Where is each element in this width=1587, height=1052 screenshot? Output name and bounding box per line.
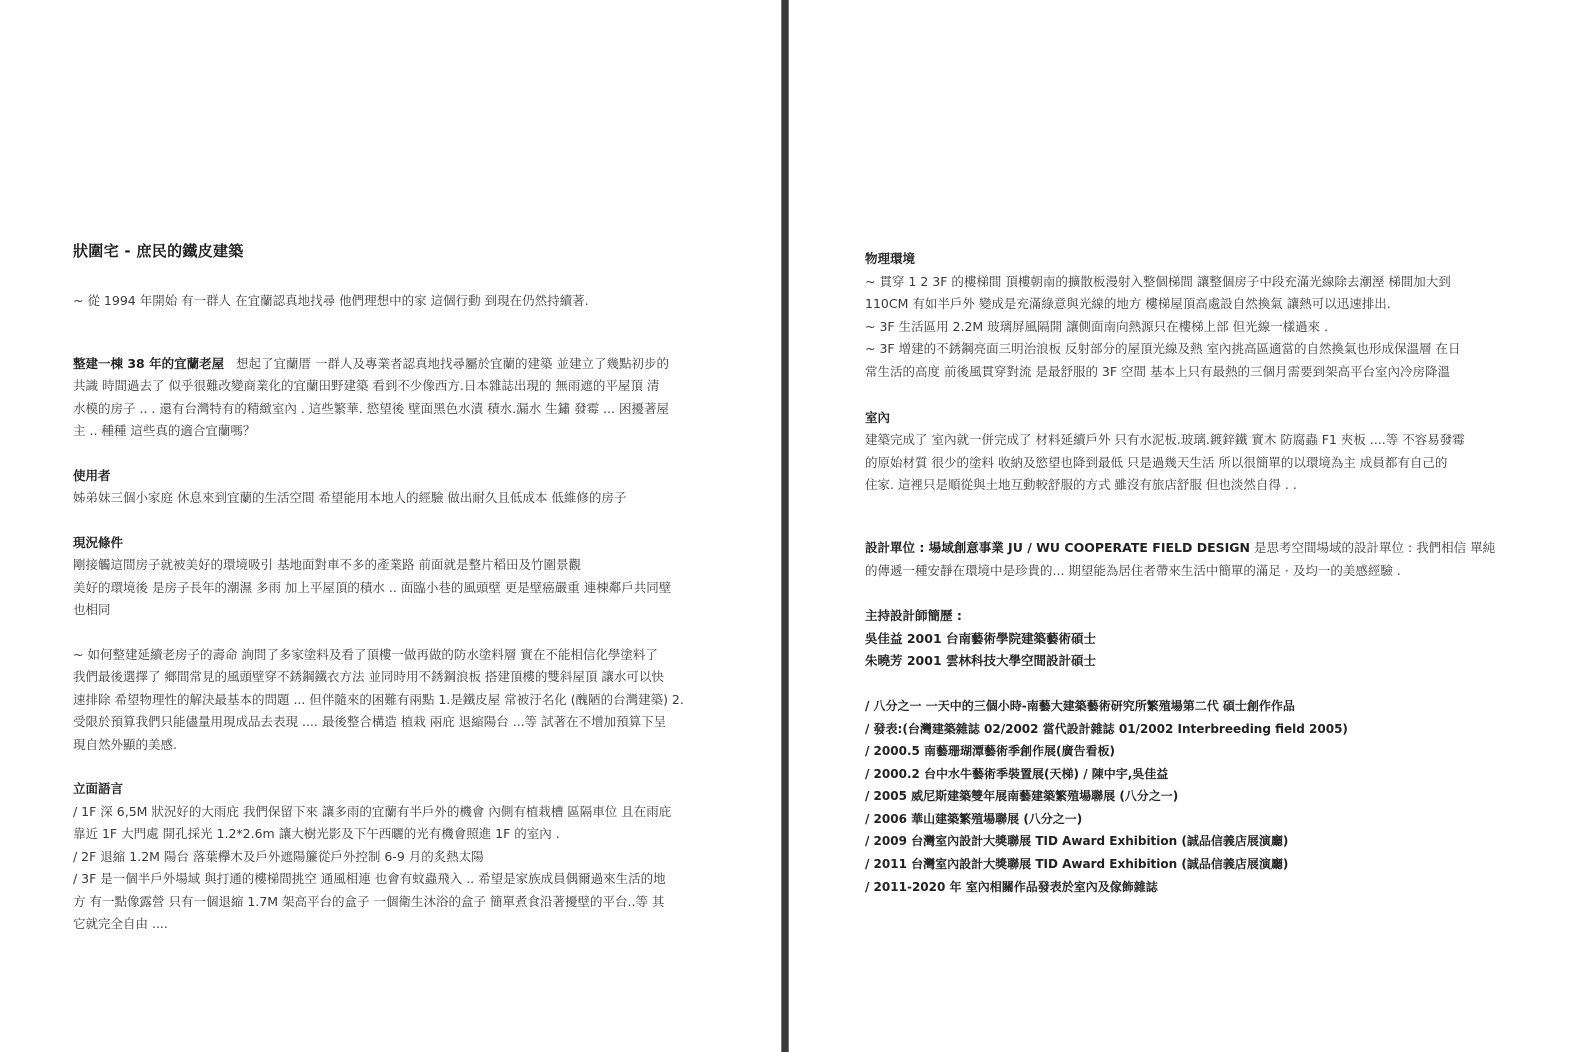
physical-line: 常生活的高度 前後風貫穿對流 是最舒服的 3F 空間 基本上只有最熱的三個月需要到架高平台室內冷房降溫 — [865, 363, 1451, 379]
facade-line: / 3F 是一個半戶外場域 與打通的樓梯間挑空 通風相連 也會有蚊蟲飛入 .. 希望是家族成員偶爾過來生活的地 — [73, 871, 666, 886]
physical-line: ~ 3F 增建的不銹鋼亮面三明治浪板 反射部分的屋頂光線及熱 室內挑高區適當的自然換氣也形成保溫層 在日 — [865, 341, 1461, 357]
facade-line: 它就完全自由 .... — [73, 916, 168, 931]
credit-item: / 2009 台灣室內設計大獎聯展 TID Award Exhibition (誠品信義店展演廳) — [865, 834, 1289, 849]
designer-line: 朱曉芳 2001 雲林科技大學空間設計碩士 — [865, 653, 1096, 669]
users-text: 姊弟妹三個小家庭 休息來到宜蘭的生活空間 希望能用本地人的經驗 做出耐久且低成本 低維修的房子 — [73, 490, 627, 505]
design-unit-line: 的傳遞一種安靜在環境中是珍貴的... 期望能為居住者帶來生活中簡單的滿足 · 及均一的美感經驗 . — [865, 562, 1401, 578]
approach-line: ~ 如何整建延續老房子的壽命 詢問了多家塗料及看了頂樓一做再做的防水塗料層 實在不能相信化學塗料了 — [73, 646, 658, 662]
credit-item: / 2011-2020 年 室內相關作品發表於室內及傢飾雜誌 — [865, 879, 1158, 894]
facade-section — [73, 778, 713, 936]
facade-line: / 1F 深 6,5M 狀況好的大雨庇 我們保留下來 讓多雨的宜蘭有半戶外的機會 內側有植栽槽 區隔車位 且在雨庇 — [73, 803, 672, 819]
interior-line: 建築完成了 室內就一併完成了 材料延續戶外 只有水泥板.玻璃.鍍鋅鐵 實木 防腐蟲 F1 夾板 ....等 不容易發霉 — [865, 432, 1465, 448]
users-heading: 使用者 — [73, 467, 111, 483]
renovation-paragraph — [73, 353, 713, 443]
facade-line: 方 有一點像露營 只有一個退縮 1.7M 架高平台的盒子 一個衛生沐浴的盒子 簡單煮食沿著擾壁的平台..等 其 — [73, 893, 665, 909]
designer-line: 吳佳益 2001 台南藝術學院建築藝術碩士 — [865, 630, 1096, 646]
renovation-line: 想起了宜蘭厝 一群人及專業者認真地找尋屬於宜蘭的建築 並建立了幾點初步的 — [236, 355, 669, 371]
left-column — [73, 240, 713, 936]
conditions-line: 也相同 — [73, 602, 111, 617]
design-unit-section — [865, 537, 1505, 582]
credit-item: / 2005 威尼斯建築雙年展南藝建築繁殖場聯展 (八分之一) — [865, 789, 1179, 804]
renovation-lead: 整建一棟 38 年的宜蘭老屋 — [73, 355, 225, 371]
users-section — [73, 465, 713, 510]
physical-heading: 物理環境 — [865, 251, 916, 266]
page-divider — [781, 0, 789, 1052]
interior-line: 的原始材質 很少的塗料 收納及慾望也降到最低 只是過幾天生活 所以很簡單的以環境為主 成員都有自己的 — [865, 454, 1448, 470]
design-unit-line: 是思考空間場域的設計單位 : 我們相信 單純 — [1253, 539, 1496, 555]
facade-line: 靠近 1F 大門處 開孔採光 1.2*2.6m 讓大樹光影及下午西曬的光有機會照進 1F 的室內 . — [73, 826, 560, 841]
intro-paragraph: ~ 從 1994 年開始 有一群人 在宜蘭認真地找尋 他們理想中的家 這個行動 到現在仍然持續著. — [73, 293, 589, 308]
physical-line: 110CM 有如半戶外 變成是充滿綠意與光線的地方 樓梯屋頂高處設自然換氣 讓熱可以迅速排出. — [865, 296, 1391, 312]
conditions-line: 美好的環境後 是房子長年的潮濕 多雨 加上平屋頂的積水 .. 面臨小巷的風頭壁 更是壁癌嚴重 連棟鄰戶共同壁 — [73, 579, 672, 595]
physical-line: ~ 貫穿 1 2 3F 的樓梯間 頂樓朝南的擴散板漫射入整個梯間 讓整個房子中段充滿光線除去潮溼 梯間加大到 — [865, 273, 1451, 289]
designers-section — [865, 605, 1505, 673]
conditions-line: 剛接觸這間房子就被美好的環境吸引 基地面對車不多的產業路 前面就是整片稻田及竹圍景觀 — [73, 557, 581, 572]
credit-item: / 2011 台灣室內設計大獎聯展 TID Award Exhibition (誠品信義店展演廳) — [865, 857, 1289, 872]
designers-heading: 主持設計師簡歷 : — [865, 608, 962, 624]
credit-item: / 發表:(台灣建築雜誌 02/2002 當代設計雜誌 01/2002 Interbreeding field 2005) — [865, 721, 1348, 736]
approach-line: 我們最後選擇了 鄉間常見的風頭壁穿不銹鋼鐵衣方法 並同時用不銹鋼浪板 搭建頂樓的雙斜屋頂 讓水可以快 — [73, 669, 664, 684]
interior-section — [865, 407, 1505, 497]
conditions-heading: 現況條件 — [73, 534, 124, 550]
credit-item: / 2000.2 台中水牛藝術季裝置展(天梯) / 陳中宇,吳佳益 — [865, 766, 1169, 781]
interior-line: 住家. 這裡只是順從與土地互動較舒服的方式 雖沒有旅店舒服 但也淡然自得 . . — [865, 477, 1297, 493]
approach-line: 現自然外顯的美感. — [73, 736, 177, 752]
credits-list — [865, 695, 1505, 898]
design-unit-label: 設計單位 : 場域創意事業 JU / WU COOPERATE FIELD DESIGN — [865, 539, 1250, 555]
right-column — [865, 248, 1505, 898]
facade-heading: 立面語言 — [73, 781, 124, 796]
credit-item: / 2006 華山建築繁殖場聯展 (八分之一) — [865, 811, 1083, 826]
facade-line: / 2F 退縮 1.2M 陽台 落葉欅木及戶外遮陽簾從戶外控制 6-9 月的炙熱太陽 — [73, 848, 484, 864]
interior-heading: 室內 — [865, 409, 891, 425]
approach-line: 速排除 希望物理性的解決最基本的問題 ... 但伴隨來的困難有兩點 1.是鐵皮屋 常被汙名化 (醜陋的台灣建築) 2. — [73, 691, 684, 707]
renovation-line: 水模的房子 .. . 還有台灣特有的精緻室內 . 這些繁華. 慾望後 壁面黑色水漬 積水.漏水 生鏽 發霉 ... 困擾著屋 — [73, 400, 669, 416]
physical-line: ~ 3F 生活區用 2.2M 玻璃屏風隔開 讓側面南向熱源只在樓梯上部 但光線一樣過來 . — [865, 318, 1329, 334]
physical-section — [865, 248, 1505, 384]
credit-item: / 2000.5 南藝珊瑚潭藝術季創作展(廣告看板) — [865, 744, 1116, 759]
credit-item: / 八分之一 一天中的三個小時-南藝大建築藝術研究所繁殖場第二代 碩士創作作品 — [865, 698, 1295, 713]
approach-section — [73, 644, 713, 757]
document-title: 狀圍宅 - 庶民的鐵皮建築 — [73, 242, 244, 260]
renovation-line: 主 .. 種種 這些真的適合宜蘭嗎？ — [73, 423, 256, 438]
renovation-line: 共識 時間過去了 似乎很難改變商業化的宜蘭田野建築 看到不少像西方.日本雜誌出現的 無雨遮的平屋頂 清 — [73, 378, 660, 393]
conditions-section — [73, 532, 713, 622]
approach-line: 受限於預算我們只能儘量用現成品去表現 .... 最後整合構造 植栽 兩庇 退縮陽台 ...等 試著在不增加預算下呈 — [73, 714, 667, 729]
